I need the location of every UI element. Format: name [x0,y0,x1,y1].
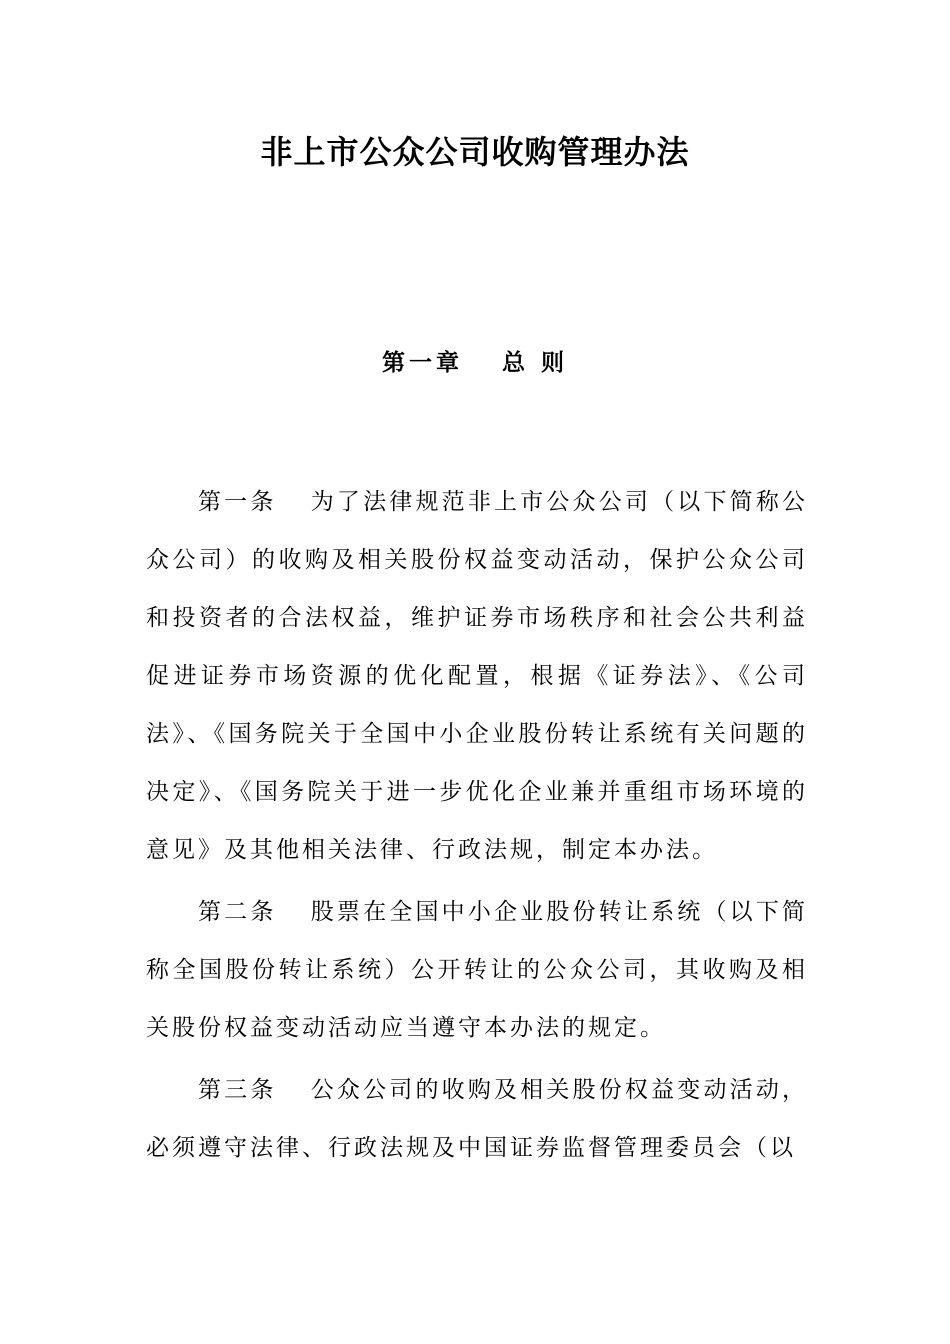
chapter-heading: 第一章 总 则 [381,349,568,376]
article-1-number: 第一条 [198,489,277,515]
article-1 [146,473,808,879]
article-2-text: 股票在全国中小企业股份转让系统（以下简称全国股份转让系统）公开转让的公众公司，其收购及相关股份权益变动活动应当遵守本办法的规定。 [146,899,809,1041]
document-title: 非上市公众公司收购管理办法 [260,133,690,171]
article-3-number: 第三条 [198,1077,277,1103]
article-2 [146,883,808,1057]
document-body [146,473,808,1177]
article-2-number: 第二条 [198,899,277,925]
article-3-text: 公众公司的收购及相关股份权益变动活动，必须遵守法律、行政法规及中国证券监督管理委员会（以 [146,1077,809,1161]
article-1-text: 为了法律规范非上市公众公司（以下简称公众公司）的收购及相关股份权益变动活动，保护公众公司和投资者的合法权益，维护证券市场秩序和社会公共利益促进证券市场资源的优化配置，根据《证券法》、《公司法》、《国务院关于全国中小企业股份转让系统有关问题的决定》、《国务院关于进一步优化企业兼并重组市场环境的意见》及其他相关法律、行政法规，制定本办法。 [146,489,809,863]
article-3 [146,1061,808,1177]
